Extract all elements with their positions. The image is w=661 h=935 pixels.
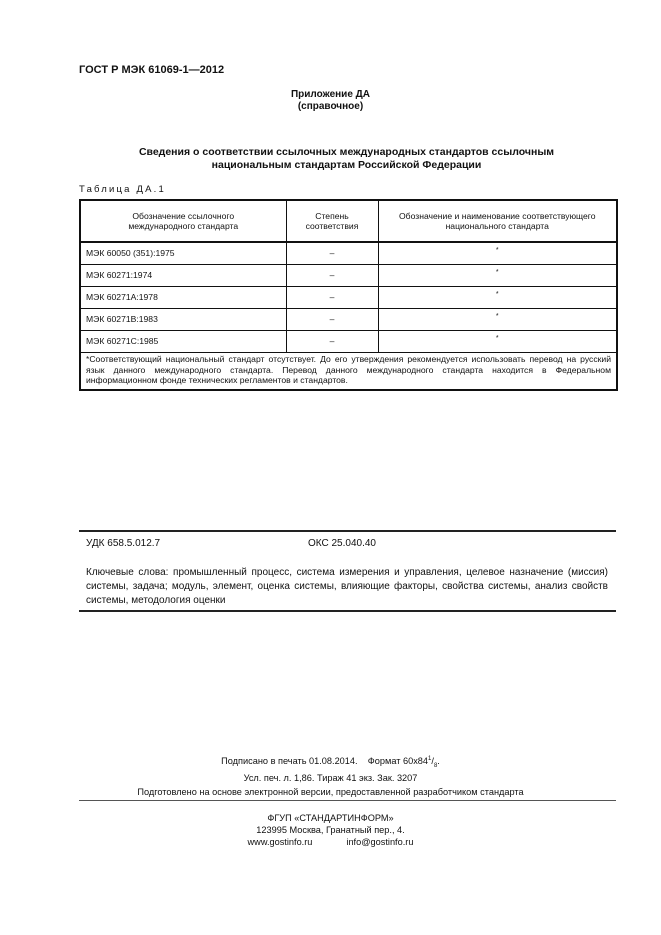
imprint-block xyxy=(0,753,661,784)
table-row xyxy=(80,287,617,309)
table-row xyxy=(80,265,617,287)
udk-code: УДК 658.5.012.7 xyxy=(86,538,161,549)
table-header-row xyxy=(80,200,617,242)
prepared-note: Подготовлено на основе электронной версии, предоставленной разработчиком стандарта xyxy=(137,787,524,797)
table-row xyxy=(80,331,617,353)
cell-reference: МЭК 60271А:1978 xyxy=(80,287,286,309)
email-link[interactable]: info@gostinfo.ru xyxy=(346,837,414,847)
cell-reference: МЭК 60271В:1983 xyxy=(80,309,286,331)
table-footnote-row xyxy=(80,353,617,390)
appendix-title: Приложение ДА xyxy=(290,89,371,100)
publisher-name: ФГУП «СТАНДАРТИНФОРМ» xyxy=(267,813,394,823)
imprint-signed-line xyxy=(0,753,661,772)
cell-degree: – xyxy=(286,331,378,353)
signed-date: Подписано в печать 01.08.2014. xyxy=(221,756,358,767)
cell-national: * xyxy=(378,287,617,309)
section-title xyxy=(79,146,614,171)
oks-code: ОКС 25.040.40 xyxy=(308,538,376,549)
cell-reference: МЭК 60271:1974 xyxy=(80,265,286,287)
publisher-block xyxy=(0,812,661,848)
cell-national: * xyxy=(378,331,617,353)
table-caption: Таблица ДА.1 xyxy=(79,184,166,195)
section-title-line: Сведения о соответствии ссылочных международных стандартов ссылочным xyxy=(138,146,555,158)
publisher-address: 123995 Москва, Гранатный пер., 4. xyxy=(256,825,405,835)
divider-top xyxy=(79,530,616,532)
cell-degree: – xyxy=(286,242,378,265)
format-numerator: 1 xyxy=(428,756,432,762)
format-denominator: 8 xyxy=(433,762,438,769)
column-header-degree: Степень соответствия xyxy=(286,200,378,242)
appendix-heading xyxy=(0,89,661,113)
table-footnote: *Соответствующий национальный стандарт отсутствует. До его утверждения рекомендуется использовать перевод на русский язык данного международного стандарта. Перевод данного международного стандарта находится в Федеральном информационном фонде технических регламентов и стандартов. xyxy=(80,353,617,390)
format-end: . xyxy=(437,756,440,767)
divider-bottom xyxy=(79,610,616,612)
paper-format: Формат $60х84^1/_8$. xyxy=(367,756,440,769)
prepared-underline xyxy=(79,800,616,801)
format-label: Формат 60х84 xyxy=(367,756,429,767)
column-header-reference: Обозначение ссылочного международного стандарта xyxy=(80,200,286,242)
cell-degree: – xyxy=(286,287,378,309)
cell-degree: – xyxy=(286,309,378,331)
cell-national: * xyxy=(378,242,617,265)
website-link[interactable]: www.gostinfo.ru xyxy=(247,837,313,847)
print-info: Усл. печ. л. 1,86. Тираж 41 экз. Зак. 3207 xyxy=(243,772,418,783)
cell-reference: МЭК 60050 (351):1975 xyxy=(80,242,286,265)
table-row xyxy=(80,242,617,265)
publisher-links xyxy=(0,836,661,848)
cell-national: * xyxy=(378,265,617,287)
keywords-paragraph: Ключевые слова: промышленный процесс, система измерения и управления, целевое назначение (миссия) системы, задача; модуль, элемент, оценка системы, влияющие факторы, свойства системы, анализ свойств системы, методология оценки xyxy=(86,567,608,606)
appendix-subtitle: (справочное) xyxy=(297,101,364,112)
cell-reference: МЭК 60271С:1985 xyxy=(80,331,286,353)
column-header-national: Обозначение и наименование соответствующего национального стандарта xyxy=(378,200,617,242)
reference-standards-table xyxy=(79,199,618,391)
document-header: ГОСТ Р МЭК 61069-1—2012 xyxy=(79,64,225,76)
table-row xyxy=(80,309,617,331)
cell-degree: – xyxy=(286,265,378,287)
cell-national: * xyxy=(378,309,617,331)
section-title-line: национальным стандартам Российской Федерации xyxy=(211,158,482,171)
